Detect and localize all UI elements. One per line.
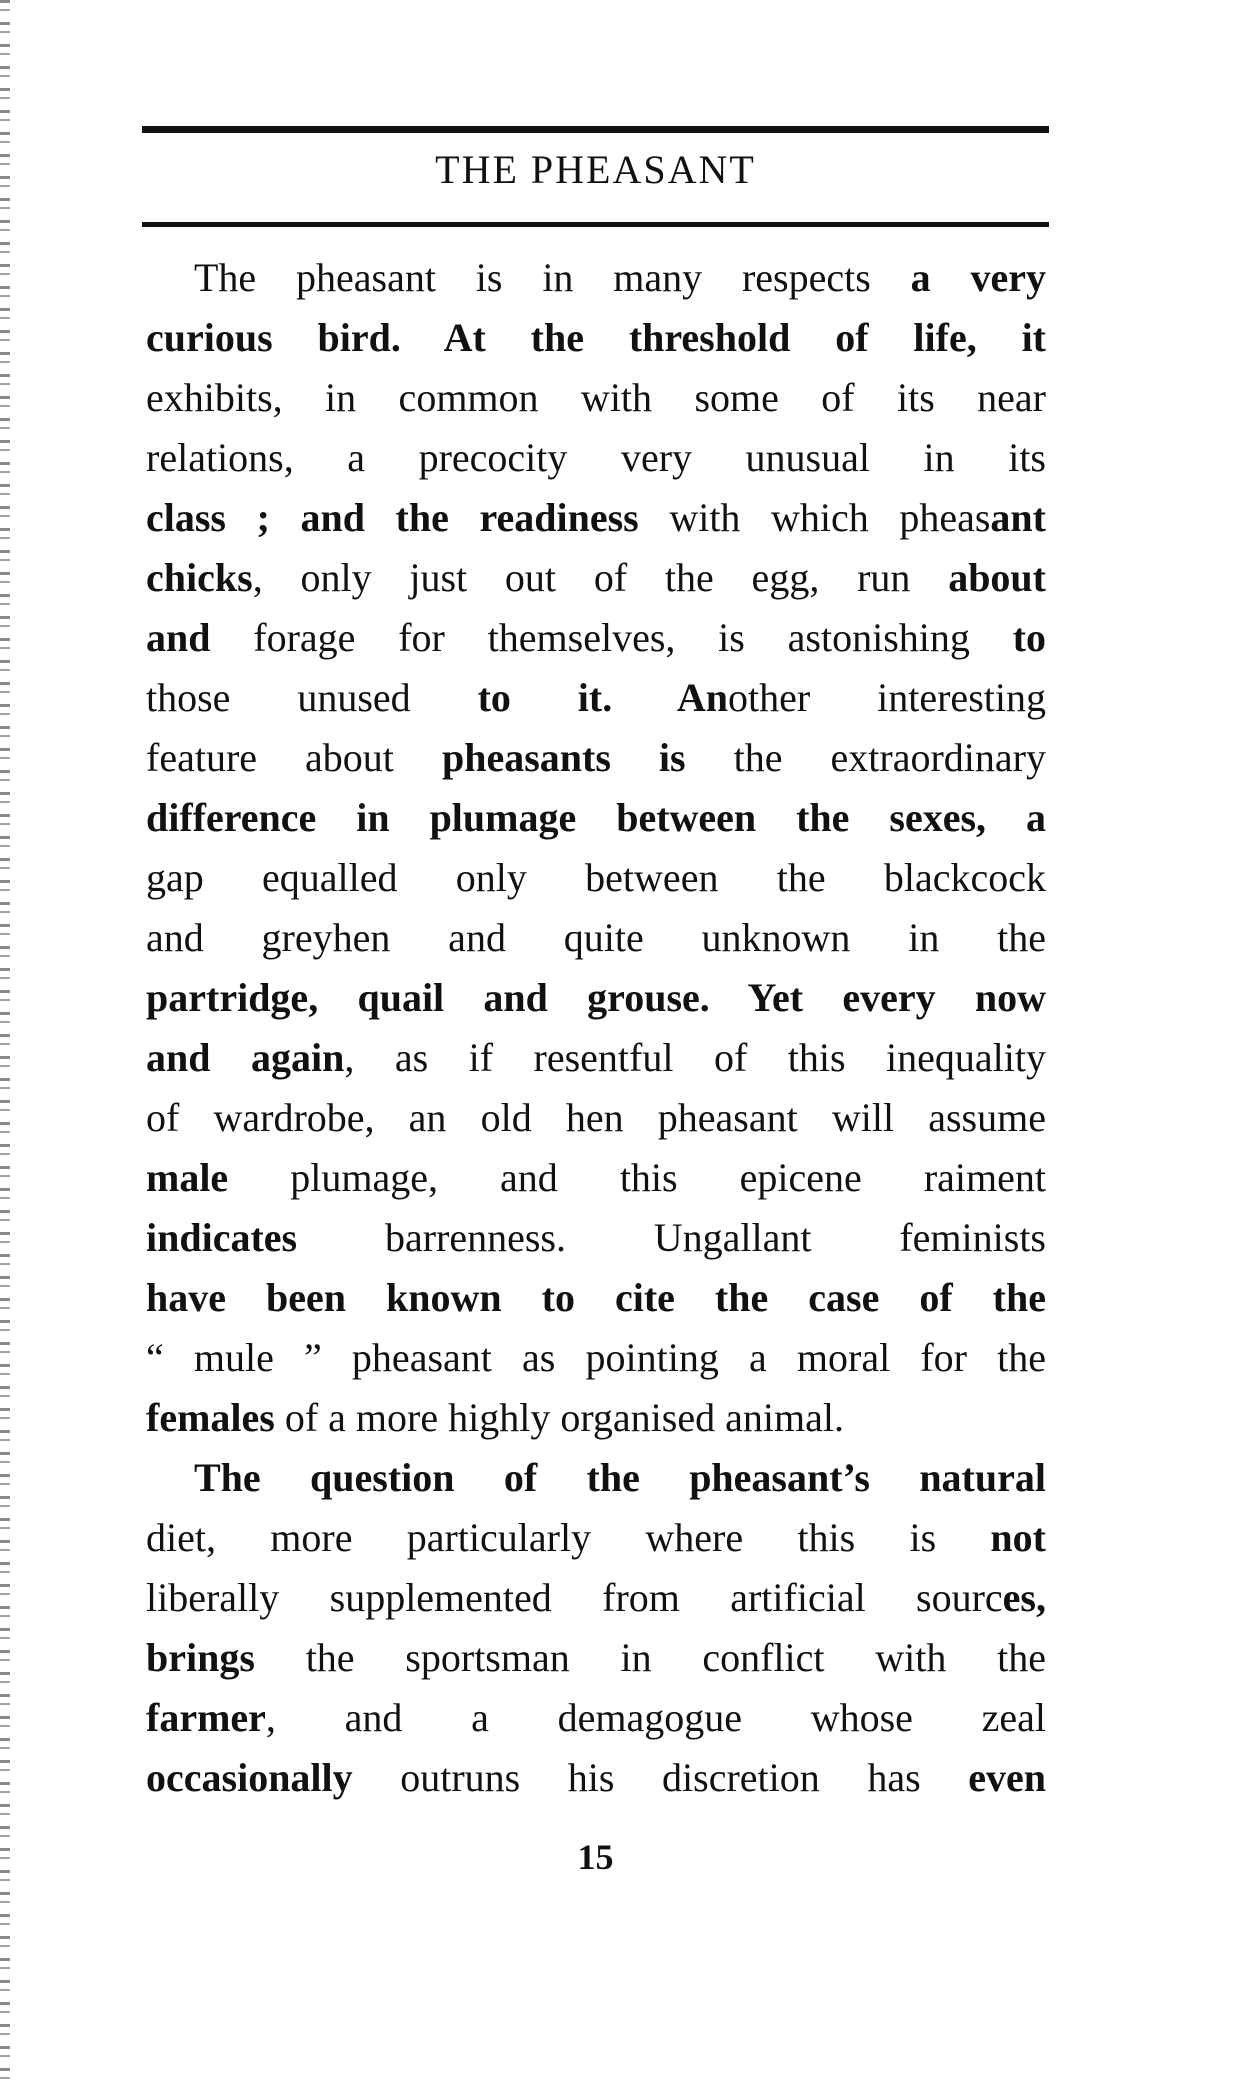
text-line (146, 608, 1046, 668)
text-line (146, 308, 1046, 368)
bold-text-run: chicks (146, 555, 253, 600)
text-run: , and a demagogue whose zeal (265, 1695, 1046, 1740)
text-line (146, 1628, 1046, 1688)
text-run: , only just out of the egg, run (252, 555, 949, 600)
bold-text-run: partridge, quail and grouse. Yet every now (146, 975, 1046, 1020)
bold-text-run: about (948, 555, 1046, 600)
bold-text-run: females (146, 1395, 275, 1440)
running-title: THE PHEASANT (435, 147, 756, 192)
text-run: and greyhen and quite unknown in the (146, 915, 1046, 960)
text-run: plumage, and this epicene raiment (228, 1155, 1046, 1200)
text-line (146, 1268, 1046, 1328)
text-line (146, 428, 1046, 488)
text-line (146, 1748, 1046, 1808)
page-number: 15 (577, 1837, 614, 1877)
text-run: forage for themselves, is astonishing (210, 615, 1013, 660)
text-run: the extraordinary (685, 735, 1046, 780)
text-run: relations, a precocity very unusual in its (146, 435, 1046, 480)
bold-text-run: even (968, 1755, 1046, 1800)
text-line (146, 488, 1046, 548)
bold-text-run: occasionally (146, 1755, 353, 1800)
bold-text-run: The question of the pheasant’s natural (194, 1455, 1046, 1500)
bold-text-run: curious bird. At the threshold of life, it (146, 315, 1046, 360)
bold-text-run: a very (910, 255, 1046, 300)
bold-text-run: brings (146, 1635, 255, 1680)
body-text (146, 248, 1046, 1808)
bold-text-run: es, (1002, 1575, 1046, 1620)
text-run: barrenness. Ungallant feminists (297, 1215, 1046, 1260)
bold-text-run: not (990, 1515, 1046, 1560)
text-run: outruns his discretion has (352, 1755, 969, 1800)
header-rule-top (142, 126, 1049, 133)
bold-text-run: to it. An (477, 675, 729, 720)
text-line (146, 1088, 1046, 1148)
bold-text-run: difference in plumage between the sexes, a (146, 795, 1046, 840)
bold-text-run: ant (990, 495, 1046, 540)
text-run: feature about (146, 735, 442, 780)
text-line (146, 548, 1046, 608)
text-run: other interesting (728, 675, 1046, 720)
bold-text-run: indicates (146, 1215, 298, 1260)
text-line (146, 908, 1046, 968)
text-run: gap equalled only between the blackcock (146, 855, 1046, 900)
bold-text-run: and again (146, 1035, 345, 1080)
text-run: those unused (146, 675, 478, 720)
bold-text-run: and (146, 615, 211, 660)
bold-text-run: class ; and the readiness (146, 495, 639, 540)
text-line (146, 368, 1046, 428)
text-run: of a more highly organised animal. (274, 1395, 844, 1440)
bold-text-run: have been known to cite the case of the (146, 1275, 1046, 1320)
text-run: of wardrobe, an old hen pheasant will assume (146, 1095, 1046, 1140)
bold-text-run: male (146, 1155, 229, 1200)
text-line (146, 248, 1046, 308)
text-run: exhibits, in common with some of its near (146, 375, 1046, 420)
bold-text-run: pheasants is (441, 735, 686, 780)
text-line (146, 848, 1046, 908)
text-line (146, 968, 1046, 1028)
text-line (146, 1208, 1046, 1268)
text-run: with which pheas (638, 495, 991, 540)
text-line (146, 1568, 1046, 1628)
text-line (146, 668, 1046, 728)
bold-text-run: farmer (146, 1695, 266, 1740)
text-run: “ mule ” pheasant as pointing a moral for the (146, 1335, 1046, 1380)
text-line (146, 1148, 1046, 1208)
text-run: The pheasant is in many respects (194, 255, 911, 300)
text-line (146, 1508, 1046, 1568)
header-rule-bottom (142, 222, 1049, 227)
text-run: , as if resentful of this inequality (344, 1035, 1046, 1080)
text-line (146, 1448, 1046, 1508)
text-line (146, 1688, 1046, 1748)
text-run: diet, more particularly where this is (146, 1515, 991, 1560)
text-line (146, 1388, 1046, 1448)
text-line (146, 1328, 1046, 1388)
text-line (146, 728, 1046, 788)
bold-text-run: to (1012, 615, 1046, 660)
text-line (146, 788, 1046, 848)
binding-edge (0, 0, 10, 2081)
text-line (146, 1028, 1046, 1088)
text-run: liberally supplemented from artificial sourc (146, 1575, 1003, 1620)
text-run: the sportsman in conflict with the (254, 1635, 1046, 1680)
